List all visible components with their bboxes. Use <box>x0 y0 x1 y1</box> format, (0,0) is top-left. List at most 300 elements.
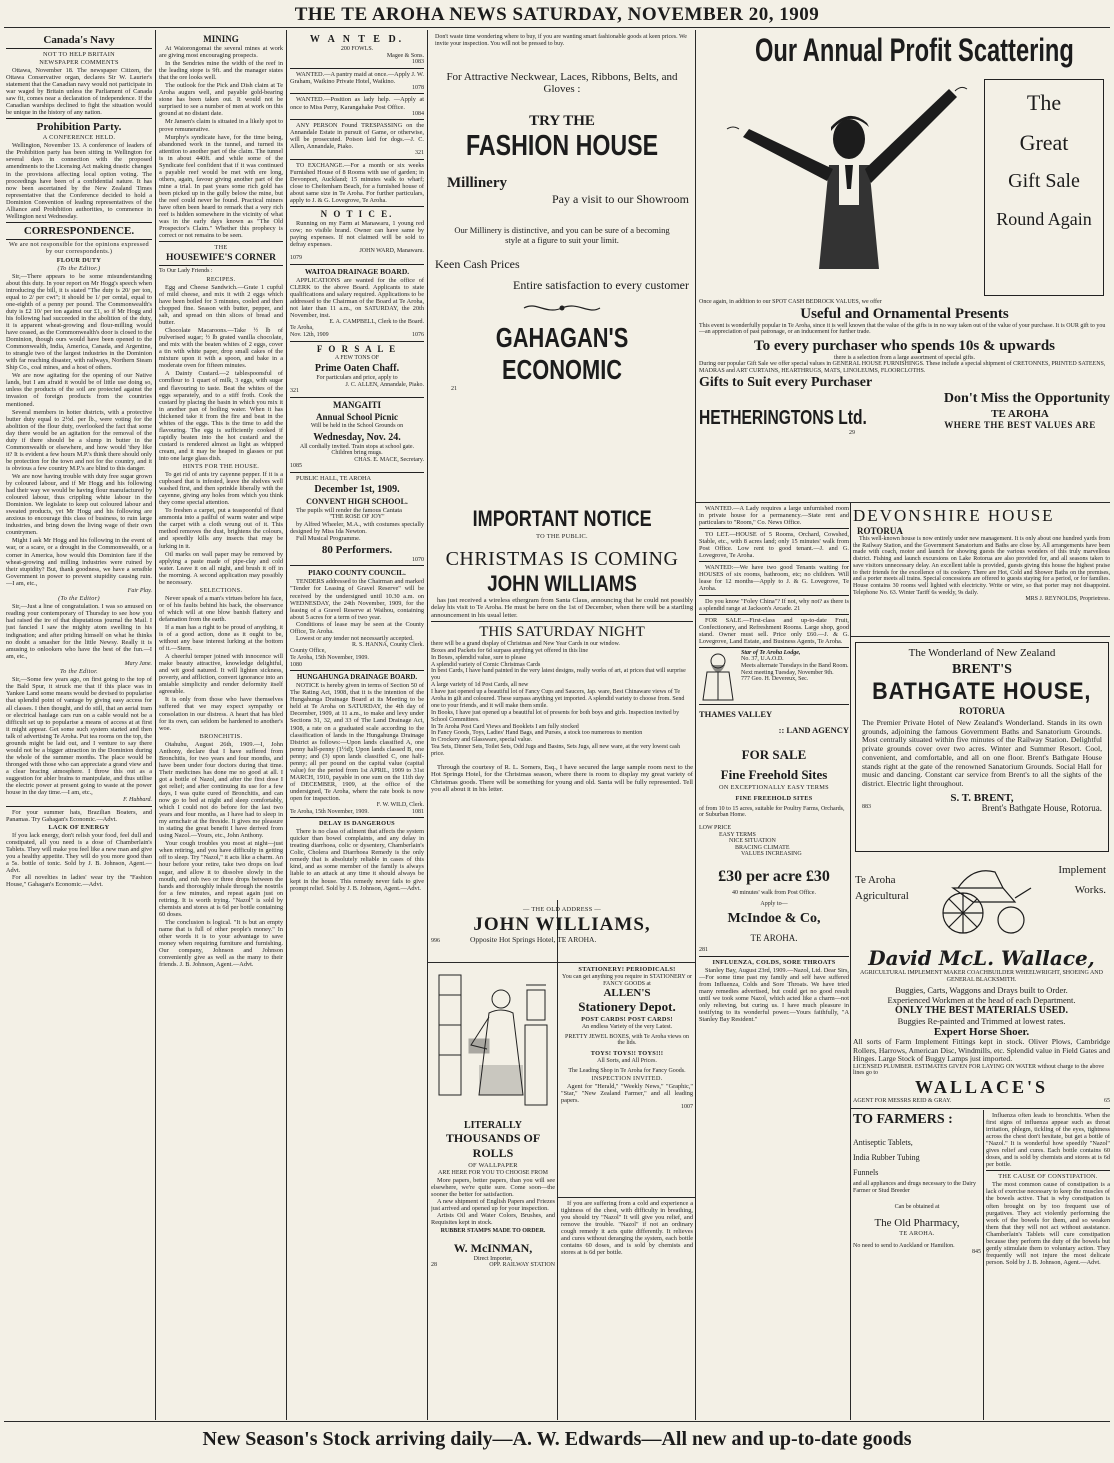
rule <box>986 1170 1110 1171</box>
sale-line: For particulars and price, apply to <box>316 375 398 382</box>
influenza-title: INFLUENZA, COLDS, SORE THROATS <box>712 958 836 966</box>
trespass-notice: ANY PERSON Found TRESPASSING on the Annandale Estate in pursuit of Game, or otherwise, will be prosecuted. Poison laid for dogs.—J. C. Allen, Annandale, Piako. <box>290 122 424 151</box>
notice-by: JOHN WARD, Manawaru. <box>359 248 424 255</box>
wanted-tenants: WANTED:—We have two good Tenants waiting for HOUSES of six rooms, bathroom, etc; no children. Will lease for 12 months—Apply to J. & G. Lovegrove, Te Aroha. <box>699 564 849 593</box>
illustration-row <box>699 69 1110 299</box>
signature: Fair Play. <box>127 587 152 594</box>
hunga-date-line <box>290 809 424 816</box>
rule <box>290 264 424 265</box>
paragraph: A cheerful temper joined with innocence will make beauty attractive, knowledge delightful, and wit good natured. It will lighten sickness, poverty, and affliction, convert ignorance into an amiable simplicity and render deformity itself agreeable. <box>159 653 283 696</box>
paragraph: Murphy's syndicate have, for the time being, abandoned work in the tunnel, and turned its attention to another part of the claim. The tunnel is in about 440ft. and while some of the Syndicate feel confident that if it was continued a payable reef would be met with ere long, others, again, favour giving another part of the mine a trial. In past years some rich gold has been picked up in the gully below the mine, but the reef could never be found. Practical miners have often been heard to remark that a very rich reef is hidden somewhere in the vicinity of what was in the early days known as "The Old Prospector's Claim." Whether this prophecy is correct or not remains to be seen. <box>159 133 283 240</box>
lodge-text: Meets alternate Tuesdays in the Band Room. Next meeting Tuesday, November 9th. <box>741 662 849 676</box>
column-rule <box>286 30 287 1420</box>
paragraph: Wellington, November 13. A conference of leaders of the Prohibition party has been sitting in Wellington for several days in connection with the proposed amendments to the Licensing Act making drastic changes in the provisions affecting local option voting. The proceedings have been of a confidential nature. It has now been ascertained by the New Zealand Times representative that the Conference decided to hold a Dominion Convention of leading representatives of the Alliance and Prohibition authorities, to commence in Wellington next Wednesday. <box>6 142 152 220</box>
picnic-title: Annual School Picnic <box>315 412 398 423</box>
piako-line: Lowest or any tender not necessarily accepted. <box>296 634 414 642</box>
farmers-item: India Rubber Tubing <box>853 1153 920 1162</box>
wanted-by: Magee & Sons. <box>386 52 424 59</box>
recipes-body <box>159 284 283 462</box>
prohibition-sub: A CONFERENCE HELD. <box>42 134 116 142</box>
notice-body: Running on my Farm at Manawaru, 1 young red cow; no visible brand. Owner can have same by paying expenses. If not claimed will be sold to defray expenses. <box>290 220 424 249</box>
millinery-text: Our Millinery is distinctive, and you can be sure of a becoming style at a figure to suit your limit. <box>454 225 670 246</box>
ad-number: 321 <box>415 150 424 157</box>
to-let: TO LET.—HOUSE of 5 Rooms, Orchard, Cowshed, Stable, etc., with 8 acres land; only 15 minutes' walk from Post Office. Low rent to good tenant.—J. and G. Lovegrove, Te Aroha. <box>699 531 849 560</box>
rule <box>699 614 849 615</box>
lodge-by: 777 Geo. H. Devereux, Sec. <box>741 676 809 683</box>
letter-to: To the Editor. <box>59 668 99 676</box>
walk-from-po: 40 minutes' walk from Post Office. <box>732 889 816 896</box>
ad-number: 1076 <box>412 332 424 339</box>
address-opp: Opposite Hot Springs Hotel, TE AROHA. <box>470 935 597 944</box>
toys: TOYS! TOYS!! TOYS!!! <box>590 1049 664 1057</box>
ornament <box>431 301 693 320</box>
banner-wrap <box>699 32 1110 69</box>
paragraph: Oil marks on wall paper may be removed by applying a paste made of pipe-clay and cold water. Leave it on all night, and brush it off in the morning. A second application may possibly be necessary. <box>159 550 283 586</box>
paragraph: Egg and Cheese Sandwich.—Grate 1 cupful of mild cheese, and mix it with 2 eggs which have been boiled for 3 minutes, cooled and then chopped fine. Season with butter, pepper, and salt, and spread on thin slices of bread and butter. <box>159 283 283 327</box>
paragraph: Might I ask Mr Hogg and his following in the event of war, or a scare, or a drought in the Commonwealth, or a corner in America, how would this Dominion fare if the wheat-growing and milling industries were ruined by their stupidity? But, thank goodness, we have a sensible Government in power to prevent stupidity causing ruin.—I am, etc., <box>6 537 152 587</box>
paragraph: It is only from those who have themselves suffered that we may expect sympathy or consolation in our distress. A heart that has bled for its own, can seldom be hardened to another's woe. <box>159 696 283 732</box>
ad-number: 845 <box>972 1249 981 1256</box>
flour-duty-body <box>6 273 152 587</box>
millinery-title: Millinery <box>447 175 507 192</box>
every-purchaser: To every purchaser who spends 10s & upwards <box>753 337 1056 354</box>
post-cards: POST CARDS! POST CARDS! <box>581 1016 673 1024</box>
column-3 <box>290 32 424 1420</box>
hunga-by: F. W. WILD, Clerk. <box>376 802 424 809</box>
event-text: This event is wonderfully popular in Te Aroha, since it is well known that the value of the gifts is in no way taken out of the value of your purchase. It is OUR gift to you—an appreciation of past patronage, or an inducement for further trade. <box>699 322 1106 336</box>
housewife-title: HOUSEWIFE'S CORNER <box>165 253 277 264</box>
rule <box>290 93 424 94</box>
direct-importer: Direct Importer, <box>473 1255 513 1262</box>
brents-text: The Premier Private Hotel of New Zealand's Wonderland. Stands in its own grounds, adjoining the famous Government Baths and Sanatorium Grounds. Most centrally situated within five minutes of the Railway Station. Delightful private grounds cover over two acres. Winter and Summer Resort. Cool, convenient, and comfortable, and all on one floor. Brent's Bathgate House stands right at the gate of the renowned Sanatorium Grounds. Social Hall for music and dancing. Constant car service from Brent's to all the sights of the district. Electric light throughout. <box>862 718 1102 789</box>
gahagans-economic: GAHAGAN'S ECONOMIC <box>495 322 629 386</box>
rule <box>431 621 693 622</box>
wallpaper-text: More papers, better papers, than you will see elsewhere, we're quite sure. Come soon—the sooner the better for satisfaction. <box>431 1176 555 1198</box>
wallace-exp: Experienced Workmen at the head of each Department. <box>887 995 1076 1006</box>
gift-line: Gift Sale <box>1008 170 1080 192</box>
gifts-to-suit: Gifts to Suit every Purchaser <box>699 374 873 390</box>
dont-miss: Don't Miss the Opportunity <box>943 390 1110 406</box>
wallace-line: Implement <box>1058 864 1106 876</box>
rule <box>290 670 424 671</box>
housewife-the: THE <box>214 244 228 252</box>
prohibition-title: Prohibition Party. <box>36 121 122 134</box>
wallpaper-text: Artists Oil and Water Colors, Brushes, and Requisites kept in stock. <box>431 1211 555 1226</box>
wallace-name: David McL. Wallace, <box>868 946 1095 970</box>
nazol-chest <box>561 1200 693 1420</box>
brent-owner: S. T. BRENT, <box>950 791 1014 804</box>
bronchitis-title: BRONCHITIS. <box>199 732 243 740</box>
devonshire-text: This well-known house is now entirely under new management. It is only about one hundred yards from the Railway Station, and the Government Sanatorium and Baths are close by. All arrangements have been made with coach, motor and launch for showing guests the various wonders of this truly marvellous district. Fishing and launch excursions on Lake Rotorua are also provided for, and all seasons taken to save visitors unnecessary delay. An excellent table is provided, guests giving this house the highest praise to their friends for the excellence of its cookery. There are Hot, Cold and Shower Baths on the premises, and a porter meets all trains. Special concessions are offered to guests staying for a period, or for families. House contains 30 rooms well lighted with electricity. Write or wire, so that porter may not disappoint. Telephone No. 63. Winter Tariff 6s weekly, 9s daily. <box>853 536 1110 596</box>
somers-text: Through the courtesy of R. L. Somers, Esq., I have secured the large sample room next to the Hot Springs Hotel, for the Christmas season, where there is room to display my great variety of Christmas goods. There will be something for young and old. Santa will be fully represented. Tell you all about it in his letter. <box>431 763 693 794</box>
brents-ad <box>855 642 1109 852</box>
influenza-blurb: Influenza often leads to bronchitis. When the first signs of influenza appear such as throat irritation, phlegm, tickling of the eyes, tightness across the chest don't hesitate, but get a bottle of "Nazol." It is wonderful how speedily "Nazol" gives relief and cures. Each bottle contains 60 doses, and is sold by chemists and stores at is 6d per bottle. <box>986 1112 1110 1169</box>
stationery-ad <box>561 965 693 1195</box>
mining-title: MINING <box>203 34 239 44</box>
rule <box>699 956 849 957</box>
letter-body <box>6 676 152 796</box>
licensed-plumber: LICENSED PLUMBER. ESTIMATES GIVEN FOR LAYING ON WATER without charge to the above lines go to <box>853 1063 1105 1077</box>
waitoa-place: Te Aroha, <box>290 325 314 332</box>
ad-number: 1079 <box>290 255 302 261</box>
hats-blurb: For your summer hats, Brazilian Boaters, and Panamas. Try Gahagan's Economic.—Advt. <box>6 808 152 823</box>
scroll-ornament-icon <box>522 301 602 315</box>
list-item: A large variety of 1d Post Cards, all new <box>431 682 529 689</box>
nazol-text: If you are suffering from a cold and experience a tightness of the chest, with difficulty in breathing, you should try "Nazol" It will give you relief, and remove the trouble. "Nazol" if not an ordinary cough remedy it acts quite differently. It relieves and cures without deranging the system, each bottle contains 60 doses, and is sold by chemists and stores at is 6d per bottle. <box>561 1200 693 1257</box>
rule <box>290 341 424 342</box>
gahagan-wrap <box>431 322 693 386</box>
paragraph: The conclusion is logical. "It is but an empty name that is full of other people's money." In other words it is to your advantage to save money when requiring furniture and furnishing. Our company, Johnson and Johnson conveniently give as well as the many to their friends. J. B. Johnson, Agent.—Advt. <box>159 918 283 969</box>
paragraph: In the Sendries mine the width of the reef in the leading stope is 9ft. and the manager states that the ore looks well. <box>159 60 283 82</box>
ad-number: 1070 <box>412 556 424 563</box>
list-item: Boxes and Packets for 6d surpass anything yet offered in this line <box>431 647 589 654</box>
wallace-ad <box>853 856 1110 1106</box>
list-item: In Boxes, splendid value, sure to please <box>431 654 526 661</box>
fashion-attract: For Attractive Neckwear, Laces, Ribbons, Belts, and Gloves : <box>446 71 678 96</box>
influenza-body: Stanley Bay, August 23rd, 1909.—Nazol, Ltd. Dear Sirs,—For some time past my family and self have suffered from Influenza, Colds and Sore Throats. We have tried many remedies advertised, but could get no good result until we took some Nazol, which acted like a charm—not only relieving, but curing us. I have much pleasure in testifying to its wonderful power.—Yours faithfully, "A Stanley Bay Resident." <box>699 966 849 1024</box>
wallace-trade: AGRICULTURAL IMPLEMENT MAKER COACHBUILDER WHEELWRIGHT, SHOEING AND GENERAL BLACKSMITH. <box>860 970 1103 983</box>
energy-title: LACK OF ENERGY <box>48 823 110 831</box>
values-increasing: VALUES INCREASING <box>741 851 802 858</box>
man-arms-outstretched-icon <box>719 69 979 299</box>
fashion-house-ad <box>431 32 693 502</box>
wallace-agent: AGENT FOR MESSRS REID & GRAY. <box>853 1097 952 1104</box>
freehold-sites: Fine Freehold Sites <box>720 766 828 782</box>
rule <box>290 397 424 398</box>
fine-freehold: FINE FREEHOLD SITES <box>735 794 813 802</box>
agent-line: Agent for "Herald," "Weekly News," "Graphic," "Star," "New Zealand Farmer," and all leading papers. <box>561 1083 693 1105</box>
bronchitis-body <box>159 741 283 969</box>
hall-line: Full Musical Programme. <box>296 534 361 542</box>
spacer <box>431 207 693 225</box>
wanted-fowls: 200 FOWLS. <box>340 46 374 52</box>
rule <box>699 647 849 648</box>
fashion-intro: Don't waste time wondering where to buy, if you are wanting smart fashionable goods at keen prices. We invite your inspection. You will not be pressed to buy. <box>435 34 687 47</box>
picnic-line: All cordially invited. Train stops at school gate. Children bring mugs. <box>299 443 415 457</box>
delay-heading: DELAY IS DANGEROUS <box>319 820 395 828</box>
list-item: I have just opened up a beautiful lot of Fancy Cups and Saucers, Jap. ware, Best Chinaware views of Te Aroha in gilt and coloured. These surpass anything yet imported. A splendid variety to choose from. Send one to your friends, and it will make them smile. <box>431 689 685 709</box>
wanted-heading: W A N T E D. <box>309 34 405 45</box>
rule <box>290 119 424 120</box>
fashion-house-title: FASHION HOUSE <box>465 130 659 163</box>
best-values: WHERE THE BEST VALUES ARE <box>944 419 1096 430</box>
prohibition-body <box>6 142 152 220</box>
to-farmers: TO FARMERS : <box>853 1112 953 1127</box>
visit-showroom: Pay a visit to our Showroom <box>552 192 689 207</box>
hetheringtons-ad <box>699 30 1110 500</box>
john-williams-ad <box>431 506 693 901</box>
rule <box>6 239 152 240</box>
picnic-line: Will be held in the School Grounds on <box>310 423 404 430</box>
gift-line: Round Again <box>996 209 1092 229</box>
paragraph: We are now agitating for the opening of our Native lands, but I am afraid it would be of little use doing so, unless the products of the soil are protected against the invasion of foreign products from the countries mentioned. <box>6 372 152 408</box>
foley-china: Do you know "Foley China"? If not, why not? as there is a splendid range at Jackson's Arcade. 21 <box>699 597 849 612</box>
rubber-stamps: RUBBER STAMPS MADE TO ORDER. <box>440 1227 546 1234</box>
rule <box>6 806 152 807</box>
old-pharmacy: The Old Pharmacy, <box>874 1216 960 1229</box>
mcindoe: McIndoe & Co, <box>727 911 821 927</box>
saturday-text: there will be a grand display of Christmas and New Year Cards in our window. <box>431 641 620 648</box>
letter-body <box>6 603 152 659</box>
wallpaper-text: A new shipment of English Papers and Friezes just arrived and opened up for your inspection. <box>431 1197 555 1212</box>
rule <box>6 118 152 119</box>
woman-reading-illustration-icon <box>431 965 551 1115</box>
rule <box>290 206 424 207</box>
paragraph: Otahuhu, August 26th, 1909.—I, John Anthony, declare that I have suffered from Bronchitis, for two years and four months, and have been under four doctors during that time. Their medicines has done me no good at all. I got a bottle of Nazol, and after the first dose I got relief; and after continuing its use for a few days, I was quite cured of Bronchitis, and can now go to bed at night and sleep comfortably, which I could not do before for the last two years and four months, as I have had to sleep in my armchair at the fireside. It gives me pleasure in stating the great benefit I have derived from using Nazol.—Yours, etc., John Anthony. <box>159 740 283 840</box>
pharmacy-place: TE AROHA. <box>899 1229 935 1237</box>
sale-by: J. C. ALLEN, Annandale, Piako. <box>345 381 424 388</box>
navy-sub2: NEWSPAPER COMMENTS <box>39 59 119 66</box>
apply-to: Apply to— <box>760 900 788 907</box>
ad-number: 281 <box>699 947 708 954</box>
wallace-only: ONLY THE BEST MATERIALS USED. <box>895 1005 1068 1017</box>
ad-number: 996 <box>431 938 440 944</box>
once-again: Once again, in addition to our SPOT CASH BEDROCK VALUES, we offer <box>699 299 882 305</box>
price-per-acre: £30 per acre £30 <box>718 867 830 885</box>
profit-scattering-banner: Our Annual Profit Scattering <box>755 32 1074 68</box>
for-sale-heading: F O R S A L E <box>316 343 398 354</box>
thousands-of-rolls: THOUSANDS OF ROLLS <box>445 1131 541 1160</box>
farmers-obtained: Can be obtained at <box>894 1204 940 1211</box>
mcinman-name: W. McINMAN, <box>453 1240 533 1255</box>
low-price: LOW PRICE <box>699 824 732 831</box>
stationery-title: STATIONERY! PERIODICALS! <box>578 966 676 973</box>
for-sale-title: FOR SALE <box>741 746 807 762</box>
opp-railway: OPP. RAILWAY STATION <box>489 1262 555 1269</box>
leading-shop: The Leading Shop in Te Aroha for Fancy Goods. <box>568 1067 686 1074</box>
farmers-ad <box>853 1112 981 1412</box>
navy-body <box>6 67 152 116</box>
paragraph: The outlook for the Pick and Dish claim at Te Aroha augurs well, and payable gold-bearing stone has been taken out. It would not be surprised to see a number of men at work on this ground at no distant date. <box>159 82 283 118</box>
piako-office: County Office, <box>290 648 326 655</box>
stationery-depot: Stationery Depot. <box>578 999 676 1015</box>
lady-friends: To Our Lady Friends : <box>159 268 213 275</box>
paragraph: A Dainty Custard.—2 tablespoonsful of cornflour to 1 quart of milk, 3 eggs, with sugar and flavouring to taste. Beat the whites of the eggs separately, and to a stiff froth. Cook the custard by placing the basin in which you mix it in another pan of boiling water. When it has thickened take it from the fire and beat in the whites of the eggs. This is the time to add the flavouring. The egg is sufficiently cooked if rapidly beaten into the hot custard and the custard is rendered almost as light as whipped cream, and it may be heaped in glasses or put into one large glass dish. <box>159 370 283 462</box>
navy-sub1: NOT TO HELP BRITAIN <box>43 51 115 58</box>
notice-heading: N O T I C E. <box>320 209 394 220</box>
constipation-body: The most common cause of constipation is a lack of exercise necessary to keep the muscles of the bowels active. That is why constipation is often brought on by too frequent use of purgatives. They act violently performing the work of the bowels for them, and so weaken them that they will not act without assistance. Chamberlain's Tablets will cure constipation because they perform the duty of the bowels but gently stimulate them to voluntary action. They frequently will not injure the most delicate person. Sold by J. B. Johnson, Agent.—Advt. <box>986 1181 1110 1266</box>
column-rule <box>557 900 558 1420</box>
list-item: In Books, I have just opened up a beautiful lot of presents for both boys and girls. Inspection invited by School Committees. <box>431 709 680 723</box>
piako-by: R. S. HANNA, County Clerk. <box>351 641 424 648</box>
ad-number: 21 <box>451 386 457 393</box>
fashion-house-wrap <box>431 130 693 163</box>
delay-body: There is no class of ailment that affects the system quicker than bowel complaints, and any delay in treating diarrhoea, colic or dysentery, Chamberlain's Colic, Cholera and Diarrhoea Remedy is the only remedy that is absolutely reliable in cases of this kind, and as some member of the family is always liable to an attack at any time it should always be kept in the house. This remedy never fails to give prompt relief. Sold by J. B. Johnson, Agent.—Advt. <box>290 828 424 892</box>
useful-presents: Useful and Ornamental Presents <box>800 305 1009 322</box>
bathgate-wrap <box>856 678 1108 706</box>
notice-wrap <box>431 506 693 532</box>
brent-footer <box>856 804 1108 814</box>
flour-duty-title: FLOUR DUTY <box>56 256 102 264</box>
wallace-footer <box>853 1098 1110 1105</box>
hunga-heading: HUNGAHUNGA DRAINAGE BOARD. <box>296 673 418 682</box>
piako-heading: PIAKO COUNTY COUNCIL. <box>308 568 406 578</box>
paragraph: Several members in hotter districts, with a protective butter duty equal to 2½d. per lb., were voting for the abolition of the flour duty, overlooked the fact that some day there would be an agitation for the removal of the duty if there should be a slump in butter in the Commonwealth or elsewhere, and how would 'they like it? It is evident a few hours M.P.'s think there should only be protection for the town and not for the country, and it is obvious a few country M.P.'s are blind to this danger. <box>6 408 152 472</box>
right-small-column <box>986 1112 1110 1412</box>
ad-number: 65 <box>1104 1097 1110 1104</box>
rule <box>850 1108 1110 1109</box>
wallaces-big: WALLACE'S <box>914 1076 1049 1097</box>
lodge-notice <box>699 650 849 702</box>
allens: ALLEN'S <box>603 987 651 1000</box>
rule <box>290 817 424 818</box>
list-item: In Crockery and Glassware, special value. <box>431 737 533 744</box>
selection-line: there is a selection from a large assortment of special gifts. <box>833 354 975 361</box>
hetheringtons-name: HETHERINGTONS Ltd. <box>699 406 867 429</box>
piako-date: Te Aroha, 15th November, 1909. <box>290 655 369 662</box>
performers: 80 Performers. <box>321 543 393 556</box>
selections-body <box>159 595 283 732</box>
picnic-by: CHAS. E. MACE, Secretary. <box>354 456 424 463</box>
heth-place <box>930 408 1110 430</box>
easy-terms-line: ON EXCEPTIONALLY EASY TERMS <box>719 783 829 791</box>
column-6 <box>699 505 849 1420</box>
ad-number: 1078 <box>412 84 424 91</box>
devonshire-title: DEVONSHIRE HOUSE <box>853 506 1055 525</box>
ad-number: 29 <box>849 429 855 436</box>
ad-number: 321 <box>290 388 299 395</box>
stationery-line: You can get anything you require in STATIONERY or FANCY GOODS at <box>561 974 692 987</box>
farmers-item: Funnels <box>853 1168 879 1177</box>
brent-full: Brent's Bathgate House, Rotorua. <box>981 802 1102 813</box>
hall-line: The pupils will render the famous Cantata <box>296 507 402 515</box>
fruit-for-sale: FOR SALE.—First-class and up-to-date Fruit, Confectionery, and Refreshment Rooms. Large shop, good stand. Owner must sell. Price only £60.—J. & G. Lovegrove, Land Estate, and Business Agents, Te Aroha. <box>699 616 849 645</box>
wallace-line: Agricultural <box>855 890 909 902</box>
thames-valley: THAMES VALLEY <box>699 708 773 719</box>
rule <box>558 1197 695 1198</box>
druid-figure-icon <box>699 650 737 702</box>
spacer <box>431 163 693 175</box>
piako-line: Conditions of lease may be seen at the County Office, Te Aroha. <box>290 620 424 635</box>
wallace-repaint: Buggies Re-painted and Trimmed at lowest rates. <box>897 1016 1066 1027</box>
heth-row <box>699 407 1110 430</box>
waitoa-date: Nov. 12th, 1909 <box>290 332 329 339</box>
mcindoe-place: TE AROHA. <box>750 933 798 944</box>
gift-line: The <box>1026 90 1062 115</box>
spacer <box>431 95 693 113</box>
farmers-app: and all appliances and drugs necessary to the Dairy Farmer or Stud Breeder <box>853 1181 976 1194</box>
letter-to: (To the Editor) <box>58 595 100 603</box>
hints-title: HINTS FOR THE HOUSE. <box>182 463 260 471</box>
rule <box>290 68 424 69</box>
during-text: During our popular Gift Sale we offer special values in GENERAL HOUSE FURNISHINGS. These include a special shipment of CRETONNES, PRINTED SATEENS, MADRAS and ART CURTAINS, HEARTHRUGS, MATS, LINOLEUMS, FLOORCLOTHS. <box>699 361 1106 374</box>
paragraph: Ottawa, November 18. The newspaper Citizen, the Ottawa Conservative organ, declares Sir W. Laurier's statement that the Canadian navy would not participate in war waged by Britain unless the Parliament of Canada saw fit, comes near a declaration of independence. If the Canadian warships declined to fight the situation would be unique in the history of any nation. <box>6 67 152 117</box>
picnic-date: Wednesday, Nov. 24. <box>313 431 401 443</box>
old-address-label: — THE OLD ADDRESS — <box>522 906 601 913</box>
rule <box>6 222 152 223</box>
list-item: In Te Aroha Post Card Views and Booklets I am fully stocked <box>431 723 579 730</box>
exchange-notice: TO EXCHANGE.—For a month or six weeks Furnished House of 8 Rooms with use of garden; in Devonport, Auckland; 15 minutes walk to wharf; close to Cheltenham Beach, for a furnished house of about same size in Te Aroha. For further particulars, apply to J. & G. Lovegrove, Te Aroha. <box>290 161 424 205</box>
wallace-header <box>853 856 1110 946</box>
footer-rule <box>4 1421 1110 1422</box>
hall-line: by Alfred Wheeler, M.A., with costumes specially designed by Miss Ida Newton. <box>290 520 424 535</box>
nice-situation: NICE SITUATION <box>729 838 776 845</box>
list-item: In Fancy Goods, Toys, Ladies' Hand Bags, and Purses, a stock too numerous to mention <box>431 730 643 737</box>
column-rule <box>155 30 156 1420</box>
paragraph: Mr Jansen's claim is situated in a likely spot to prove remunerative. <box>159 118 283 133</box>
column-rule <box>695 30 696 1420</box>
wanted-pantry: WANTED.—A pantry maid at once.—Apply J. W. Graham, Waikino Private Hotel, Waikino. <box>290 70 424 85</box>
important-notice: IMPORTANT NOTICE <box>472 506 652 531</box>
no-need: No need to send to Auckland or Hamilton. <box>853 1242 955 1249</box>
wallace-all: All sorts of Farm Implement Fittings kept in stock. Oliver Plows, Cambridge Rollers, Harrows, American Disc, Windmills, etc. Splendid value in Field Gates and Hinges. Large Stock of Buggy Lamps just imported. <box>853 1037 1110 1064</box>
of-wallpaper: OF WALLPAPER <box>468 1162 518 1169</box>
easy-terms: EASY TERMS <box>719 831 756 838</box>
keen-cash: Keen Cash Prices <box>435 257 520 272</box>
column-rule <box>427 30 428 1420</box>
toys-line: All Sorts, and All Prices. <box>597 1057 657 1064</box>
list-item: Tea Sets, Dinner Sets, Toilet Sets, Odd Jugs and Basins, Sets Jugs, all new ware, at the very lowest cash price. <box>431 744 681 758</box>
post-cards-line: An endless Variety of the very Latest. <box>581 1024 673 1031</box>
wanted-lady-help: WANTED.—Position as lady help. —Apply at once to Miss Perry, Karangahake Post Office. <box>290 96 424 111</box>
hunga-body: NOTICE is hereby given in terms of Section 50 of The Rating Act, 1908, that it is the intention of the Hungahunga Drainage Board at its Meeting to be held at Te Aroha on SATURDAY, the 4th day of December, 1909, at 11 a.m., to make and levy under Sections 31, 32, and 33 of The Land Drainage Act, 1908, a rate on a graduated scale according to the classification of lands in the Hungahunga Drainage District as follows:—Upon lands classified A, one penny half-penny (1½d); Upon lands classed B, one penny; and (3) upon lands classified C, one half-penny; all per pound on the capital value (capital value) for the period from 1st APRIL, 1909 to 31st MARCH, 1910, payable in one sum on the 11th day of DECEMBER, 1909, at the office of the undersigned, Te Aroha, where the rate book is now open for inspection. <box>290 682 424 802</box>
paragraph: Your cough troubles you most at night—just when retiring, and you have difficulty in getting off to sleep. Try "Nazol," it acts like a charm. An hour before your retire, take two drops on loaf sugar, and allow it to dissolve slowly in the mouth, and rub two or three drops between the hands and thoroughly inhale through the nostrils for a few minutes, and repeat again just on retiring. It is worth trying. "Nazol" is sold by chemists and stores at is 6d per bottle containing 60 doses. <box>159 840 283 918</box>
convent-school: CONVENT HIGH SCHOOL. <box>306 497 408 507</box>
rule <box>159 265 283 266</box>
wallace-line: Te Aroha <box>855 874 896 886</box>
brents-place: ROTORUA <box>959 706 1005 716</box>
paragraph: We are now having trouble with duty free sugar grown by coloured labour, and if Mr Hogg and his following had their way we would be having flour manufactured by coloured labour, thus crippling white labour in the Dominion. We legislate to keep out coloured labour and sweated products, yet Mr Hogg and his following are anxious to encourage this class of business, to ruin large industries, and bring down the living wage of their own countrymen. <box>6 473 152 537</box>
bathgate-house: BATHGATE HOUSE, <box>872 678 1092 705</box>
masthead: THE TE AROHA NEWS SATURDAY, NOVEMBER 20, 1909 <box>294 4 820 25</box>
list-item: In best Cards, I have hand painted in the very latest designs, really works of art, at prices that will surprise you <box>431 668 686 682</box>
rule <box>699 595 849 596</box>
paragraph: Never speak of a man's virtues before his face, or of his faults behind his back, the observance of which will at one blow banish flattery and defamation from the earth. <box>159 594 283 623</box>
column-rule <box>983 1110 984 1420</box>
signature: Mary Jane. <box>124 660 152 667</box>
paragraph: At Waiorongomai the several mines at work are giving most encouraging prospects. <box>159 45 283 60</box>
rule <box>290 159 424 160</box>
john-williams-name: JOHN WILLIAMS <box>487 571 637 596</box>
wanted-room: WANTED.—A Lady requires a large unfurnished room in private house for a permanency.—State rent and particulars to "Room," Co. News Office. <box>699 505 849 527</box>
ad-number: 1085 <box>290 463 302 470</box>
devonshire-by: MRS J. REYNOLDS, Proprietress. <box>1025 596 1110 603</box>
column-2 <box>159 32 283 1420</box>
waitoa-body: APPLICATIONS are wanted for the office of CLERK to the above Board. Applicants to state qualifications and salary required. Applications to be addressed to the Chairman of the Board at Te Aroha, not later than 11 a.m., on SATURDAY, the 20th November, inst. <box>290 276 424 319</box>
mcinman-line <box>431 1262 555 1269</box>
correspondence-note: We are not responsible for the opinions expressed by our correspondents.) <box>9 240 149 255</box>
rule <box>699 704 849 705</box>
saturday-night: THIS SATURDAY NIGHT <box>479 624 645 641</box>
gift-sale-box <box>984 79 1104 296</box>
cantata: "THE ROSE OF JOY" <box>329 514 385 521</box>
wallace-line: Works. <box>1074 884 1106 896</box>
wallpaper-ad <box>431 965 555 1420</box>
choose-from: ARE HERE FOR YOU TO CHOOSE FROM <box>438 1170 548 1176</box>
devonshire-place: ROTORUA <box>857 526 903 536</box>
oaten-chaff: Prime Oaten Chaff. <box>314 363 400 375</box>
rule <box>699 561 849 562</box>
devonshire-ad <box>853 506 1110 634</box>
navy-title: Canada's Navy <box>43 34 115 46</box>
farmers-item: Antiseptic Tablets, <box>853 1138 913 1147</box>
wallace-buggies: Buggies, Carts, Waggons and Drays built to Order. <box>895 985 1068 996</box>
waitoa-date-line <box>290 332 424 339</box>
inspection: INSPECTION INVITED. <box>591 1075 663 1083</box>
letter-to: (To the Editor.) <box>57 264 101 272</box>
ad-number: 1081 <box>412 808 424 815</box>
paragraph: To freshen a carpet, put a teaspoonful of fluid ammonia into a pailful of warm water and wipe the carpet with a cloth wrung out of it. This method removes the dust, brightens the colours, and speedily kills any insects that may be lurking in it. <box>159 507 283 550</box>
signature: F. Hubbard. <box>123 797 152 804</box>
santa-text: has just received a wireless ethergram from Santa Claus, announcing that he could not possibly delay his visit to Te Aroha. He must be here on the 1st of December, when there will be a startling announcement in his usual letter. <box>431 597 693 619</box>
hints-body <box>159 471 283 586</box>
sites-areas: of from 10 to 15 acres, suitable for Poultry Farms, Orchards, or Suburban Home. <box>699 805 845 819</box>
paragraph: If a man has a right to be proud of anything, it is of a good action, done as it ought to be, without any base interest lurking at the bottom of it.—Stern. <box>159 623 283 653</box>
address-line <box>431 936 693 945</box>
masthead-rule <box>4 27 1110 28</box>
correspondence-title: CORRESPONDENCE. <box>23 224 135 237</box>
rule <box>290 565 424 566</box>
